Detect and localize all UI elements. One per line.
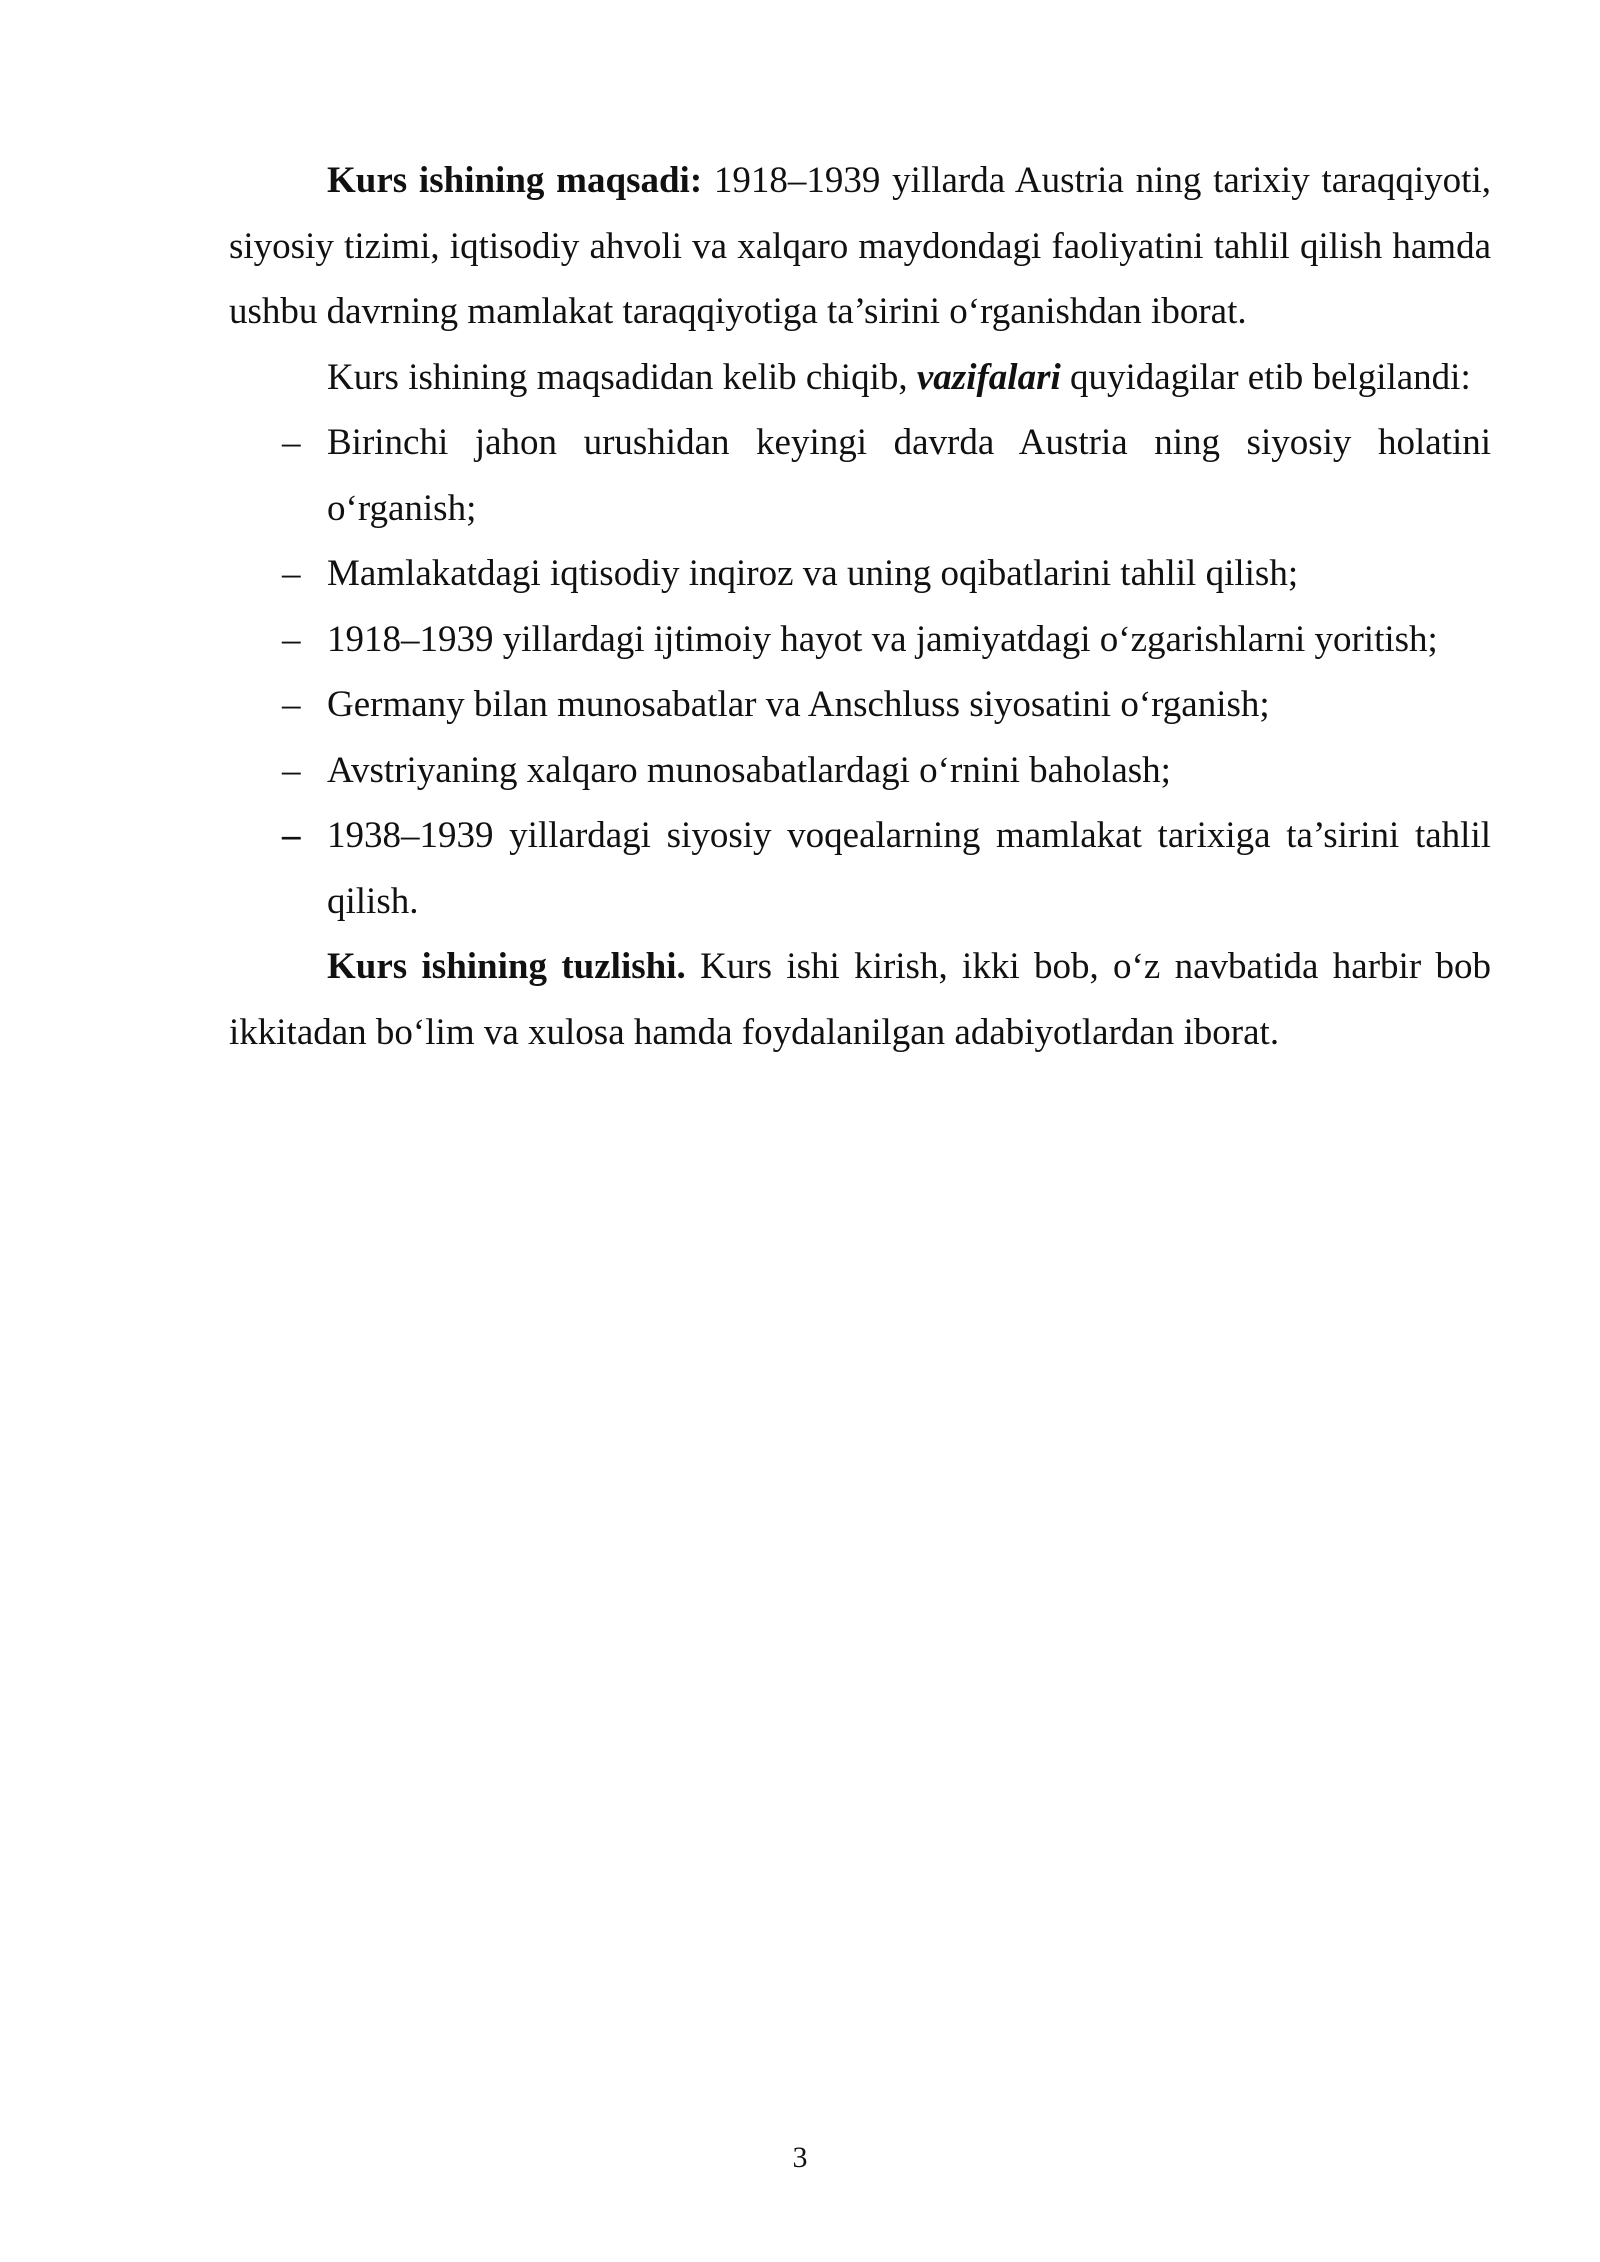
goal-text: 1918–1939 yillarda Austria ning tarixiy taraqqiyoti, siyosiy tizimi, iqtisodiy ahvoli va xalqaro maydondagi faoliyatini tahlil qilish hamda ushbu davrning mamlakat taraqqiyotiga ta’sirini o‘rganishdan iborat. [229, 160, 1491, 332]
page-number: 3 [792, 2141, 808, 2174]
list-item [229, 541, 1491, 607]
dash-bullet: – [282, 618, 301, 660]
list-item [229, 607, 1491, 673]
dash-bullet: – [282, 422, 301, 463]
tasks-intro-before: Kurs ishining maqsadidan kelib chiqib, [327, 356, 917, 398]
list-item-text: 1938–1939 yillardagi siyosiy voqealarning mamlakat tarixiga ta’sirini tahlil qilish. [327, 815, 1491, 922]
list-item-text: Birinchi jahon urushidan keyingi davrda Austria ning siyosiy holatini o‘rganish; [327, 422, 1491, 529]
structure-text: Kurs ishi kirish, ikki bob, o‘z navbatida harbir bob ikkitadan bo‘lim va xulosa hamda foydalanilgan adabiyotlardan iborat. [229, 946, 1491, 1053]
dash-bullet: – [282, 749, 301, 791]
list-item-text: 1918–1939 yillardagi ijtimoiy hayot va jamiyatdagi o‘zgarishlarni yoritish; [327, 618, 1438, 660]
paragraph-tasks-intro [229, 345, 1491, 411]
tasks-emphasis: vazifalari [916, 356, 1061, 398]
list-item [229, 672, 1491, 738]
dash-bullet: – [282, 684, 301, 725]
tasks-intro-after: quyidagilar etib belgilandi: [1060, 356, 1471, 398]
list-item [229, 738, 1491, 804]
list-item [229, 410, 1491, 541]
dash-bullet: – [282, 815, 301, 856]
structure-heading: Kurs ishining tuzlishi. [327, 946, 686, 987]
list-item-text: Mamlakatdagi iqtisodiy inqiroz va uning oqibatlarini tahlil qilish; [327, 553, 1299, 594]
list-item-text: Germany bilan munosabatlar va Anschluss siyosatini o‘rganish; [327, 684, 1270, 725]
tasks-list [229, 410, 1491, 934]
dash-bullet: – [282, 553, 301, 594]
paragraph-structure [229, 934, 1491, 1065]
paragraph-goal [229, 148, 1491, 345]
page-content [229, 148, 1491, 1065]
list-item-text: Avstriyaning xalqaro munosabatlardagi o‘rnini baholash; [327, 749, 1171, 791]
list-item [229, 803, 1491, 934]
goal-heading: Kurs ishining maqsadi: [327, 160, 703, 201]
